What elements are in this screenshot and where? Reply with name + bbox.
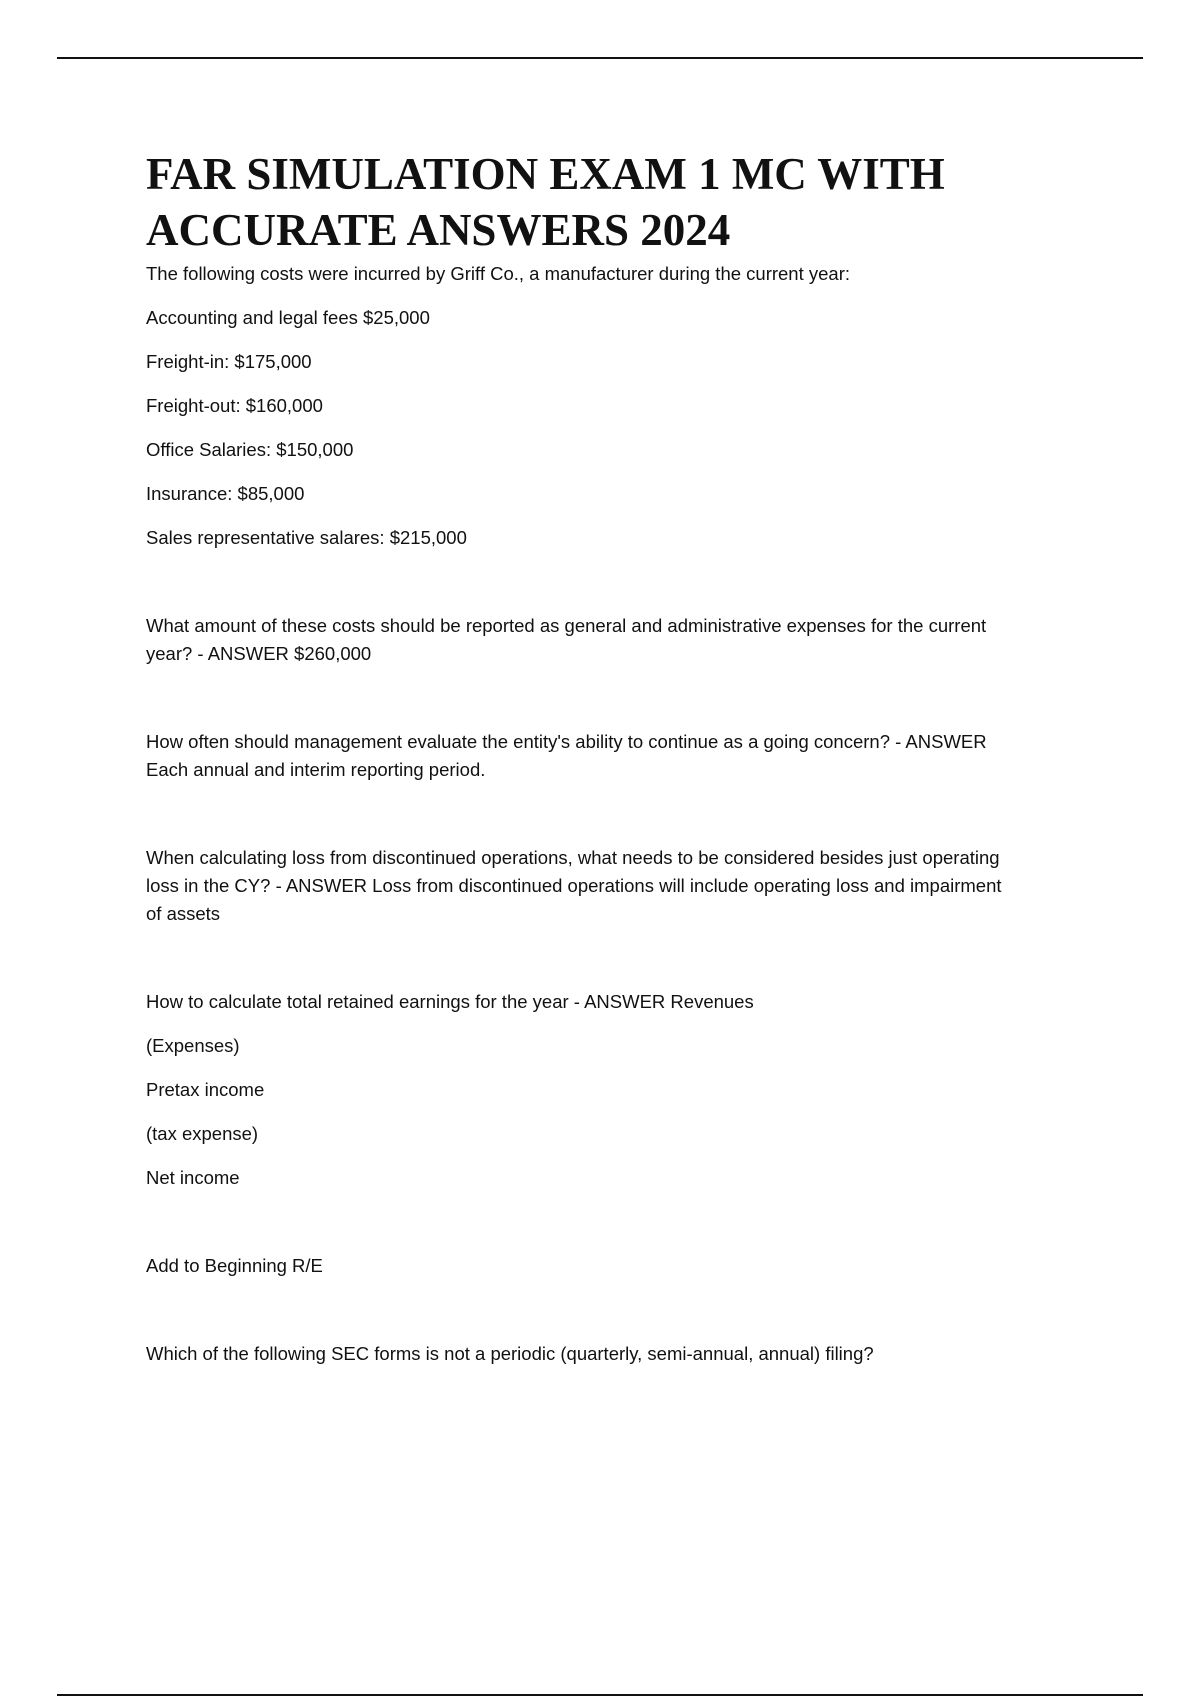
cost-item-sales-salaries: Sales representative salares: $215,000 — [146, 527, 467, 548]
qa-line: loss in the CY? - ANSWER Loss from discontinued operations will include operating loss and impairment — [146, 875, 1002, 896]
qa-line: Each annual and interim reporting period. — [146, 759, 486, 780]
sec-forms-question: Which of the following SEC forms is not a periodic (quarterly, semi-annual, annual) filing? — [146, 1343, 874, 1364]
header-rule — [57, 57, 1143, 59]
qa-line: When calculating loss from discontinued operations, what needs to be considered besides just operating — [146, 847, 1000, 868]
document-title — [146, 146, 1096, 258]
retained-earnings-step: (tax expense) — [146, 1123, 259, 1144]
retained-earnings-step: (Expenses) — [146, 1035, 240, 1056]
qa-line: How often should management evaluate the entity's ability to continue as a going concern? - ANSWER — [146, 731, 987, 752]
qa-going-concern — [146, 728, 1096, 784]
retained-earnings-step: Net income — [146, 1167, 240, 1188]
retained-earnings-step: Pretax income — [146, 1079, 265, 1100]
cost-item-freight-in: Freight-in: $175,000 — [146, 351, 312, 372]
qa-retained-earnings — [146, 988, 1096, 1280]
cost-item-freight-out: Freight-out: $160,000 — [146, 395, 323, 416]
qa-discontinued-operations — [146, 844, 1096, 928]
cost-item-office-salaries: Office Salaries: $150,000 — [146, 439, 354, 460]
title-line-1: FAR SIMULATION EXAM 1 MC WITH — [146, 149, 945, 199]
footer-rule — [57, 1694, 1143, 1696]
intro-text: The following costs were incurred by Griff Co., a manufacturer during the current year: — [146, 263, 851, 284]
document-body — [146, 146, 1096, 1368]
retained-earnings-question: How to calculate total retained earnings for the year - ANSWER Revenues — [146, 991, 754, 1012]
cost-item-accounting-legal: Accounting and legal fees $25,000 — [146, 307, 430, 328]
cost-item-insurance: Insurance: $85,000 — [146, 483, 305, 504]
retained-earnings-final: Add to Beginning R/E — [146, 1255, 323, 1276]
qa-general-admin — [146, 612, 1096, 668]
title-line-2: ACCURATE ANSWERS 2024 — [146, 205, 731, 255]
qa-line: year? - ANSWER $260,000 — [146, 643, 372, 664]
qa-line: What amount of these costs should be reported as general and administrative expenses for the current — [146, 615, 987, 636]
qa-line: of assets — [146, 903, 221, 924]
